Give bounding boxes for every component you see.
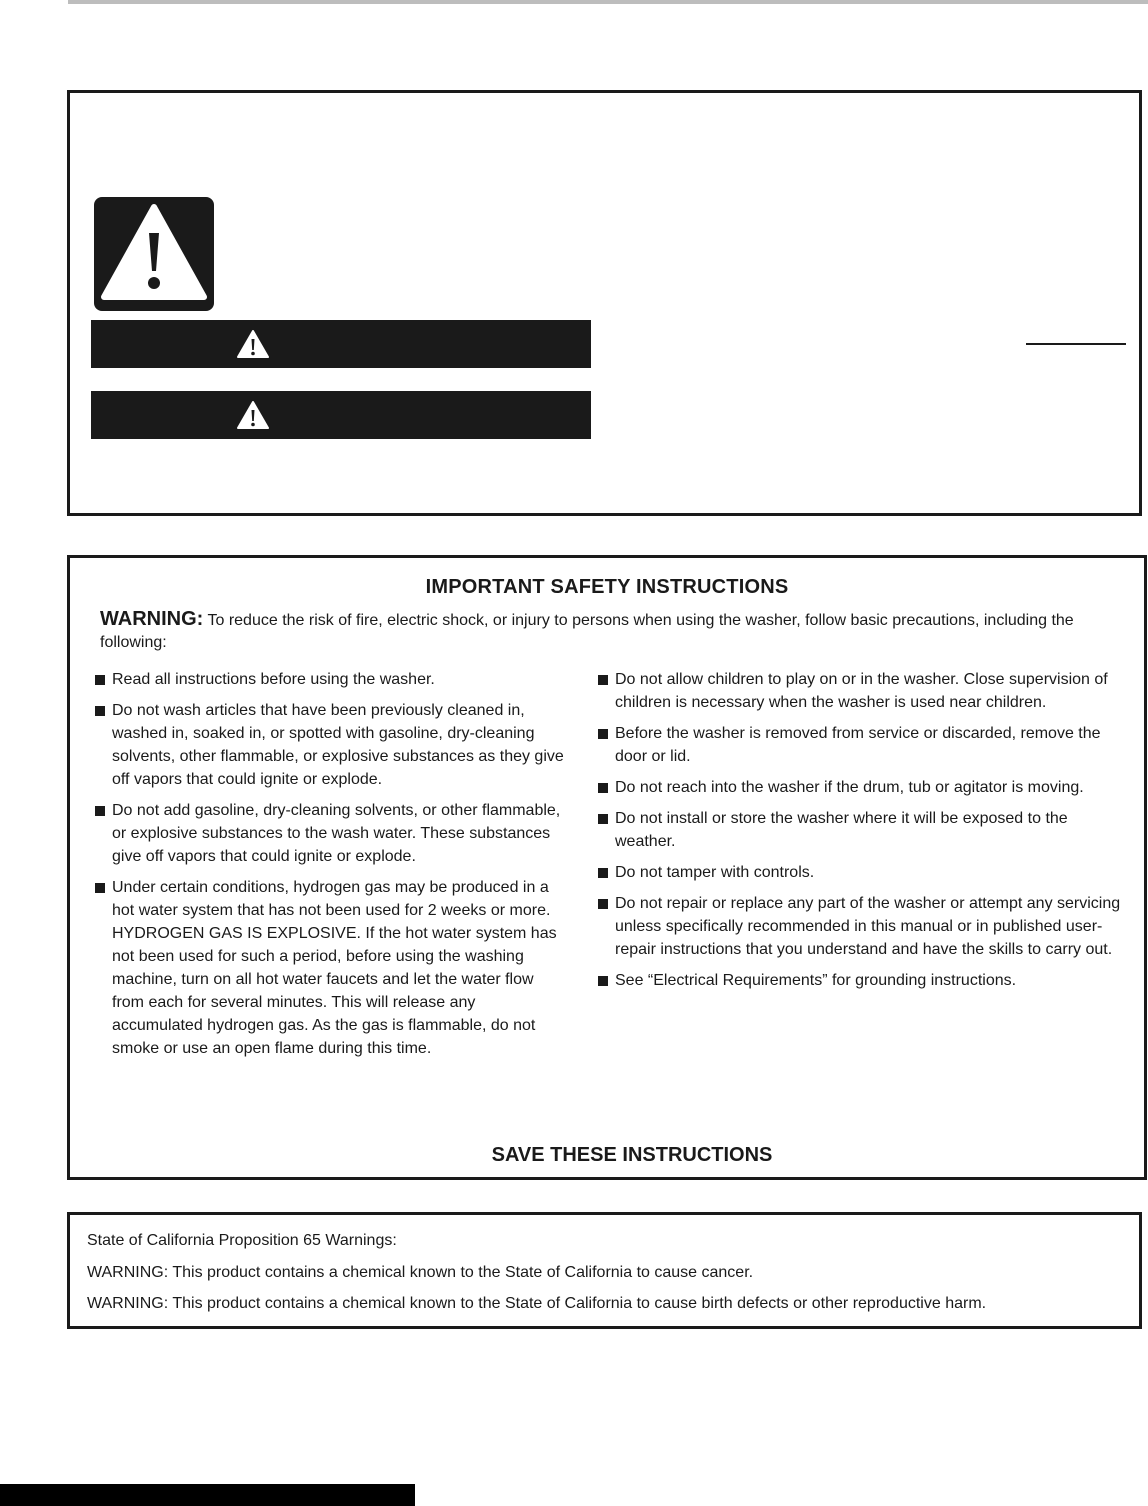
prop65-warnings-box bbox=[67, 1212, 1142, 1329]
warning-triangle-icon bbox=[236, 329, 270, 359]
prop65-birth-defects-warning: WARNING: This product contains a chemical known to the State of California to cause birth defects or other reproductive harm. bbox=[87, 1295, 987, 1312]
important-safety-instructions-box bbox=[67, 555, 1147, 1180]
warning-triangle-icon bbox=[236, 400, 270, 430]
right-instruction-list bbox=[597, 668, 1122, 1000]
list-item: Do not allow children to play on or in the washer. Close supervision of children is necessary when the washer is used near children. bbox=[597, 668, 1122, 714]
list-item: Under certain conditions, hydrogen gas may be produced in a hot water system that has not been used for 2 weeks or more. HYDROGEN GAS IS EXPLOSIVE. If the hot water system has not been used for such a period, before using the washing machine, turn on all hot water faucets and let the water flow from each for several minutes. This will release any accumulated hydrogen gas. As the gas is flammable, do not smoke or use an open flame during this time. bbox=[94, 876, 564, 1060]
list-item: Do not wash articles that have been previously cleaned in, washed in, soaked in, or spotted with gasoline, dry-cleaning solvents, other flammable, or explosive substances as they give off vapors that could ignite or explode. bbox=[94, 699, 564, 791]
danger-signal-bar bbox=[91, 320, 591, 368]
section-title: IMPORTANT SAFETY INSTRUCTIONS bbox=[425, 576, 789, 598]
left-instruction-list bbox=[94, 668, 564, 1068]
list-item: Do not install or store the washer where it will be exposed to the weather. bbox=[597, 807, 1122, 853]
footer-bar bbox=[0, 1484, 415, 1506]
list-item: See “Electrical Requirements” for grounding instructions. bbox=[597, 969, 1122, 992]
divider-rule bbox=[1026, 343, 1126, 345]
list-item: Do not reach into the washer if the drum, tub or agitator is moving. bbox=[597, 776, 1122, 799]
list-item: Before the washer is removed from service or discarded, remove the door or lid. bbox=[597, 722, 1122, 768]
safety-alert-symbol bbox=[94, 197, 214, 311]
warning-intro bbox=[100, 608, 1110, 654]
safety-symbol-box bbox=[67, 90, 1142, 516]
prop65-cancer-warning: WARNING: This product contains a chemical known to the State of California to cause cancer. bbox=[87, 1264, 754, 1281]
list-item: Do not tamper with controls. bbox=[597, 861, 1122, 884]
top-rule bbox=[68, 0, 1148, 4]
save-instructions-heading: SAVE THESE INSTRUCTIONS bbox=[491, 1144, 773, 1166]
list-item: Do not add gasoline, dry-cleaning solvents, or other flammable, or explosive substances to the wash water. These substances give off vapors that could ignite or explode. bbox=[94, 799, 564, 868]
warning-label: WARNING: bbox=[100, 608, 204, 630]
warning-triangle-icon bbox=[94, 197, 214, 311]
prop65-heading: State of California Proposition 65 Warnings: bbox=[87, 1232, 397, 1249]
warning-text: To reduce the risk of fire, electric shock, or injury to persons when using the washer, follow basic precautions, including the following: bbox=[100, 612, 1074, 651]
list-item: Do not repair or replace any part of the washer or attempt any servicing unless specifically recommended in this manual or in published user-repair instructions that you understand and have the skills to carry out. bbox=[597, 892, 1122, 961]
warning-signal-bar bbox=[91, 391, 591, 439]
list-item: Read all instructions before using the washer. bbox=[94, 668, 564, 691]
